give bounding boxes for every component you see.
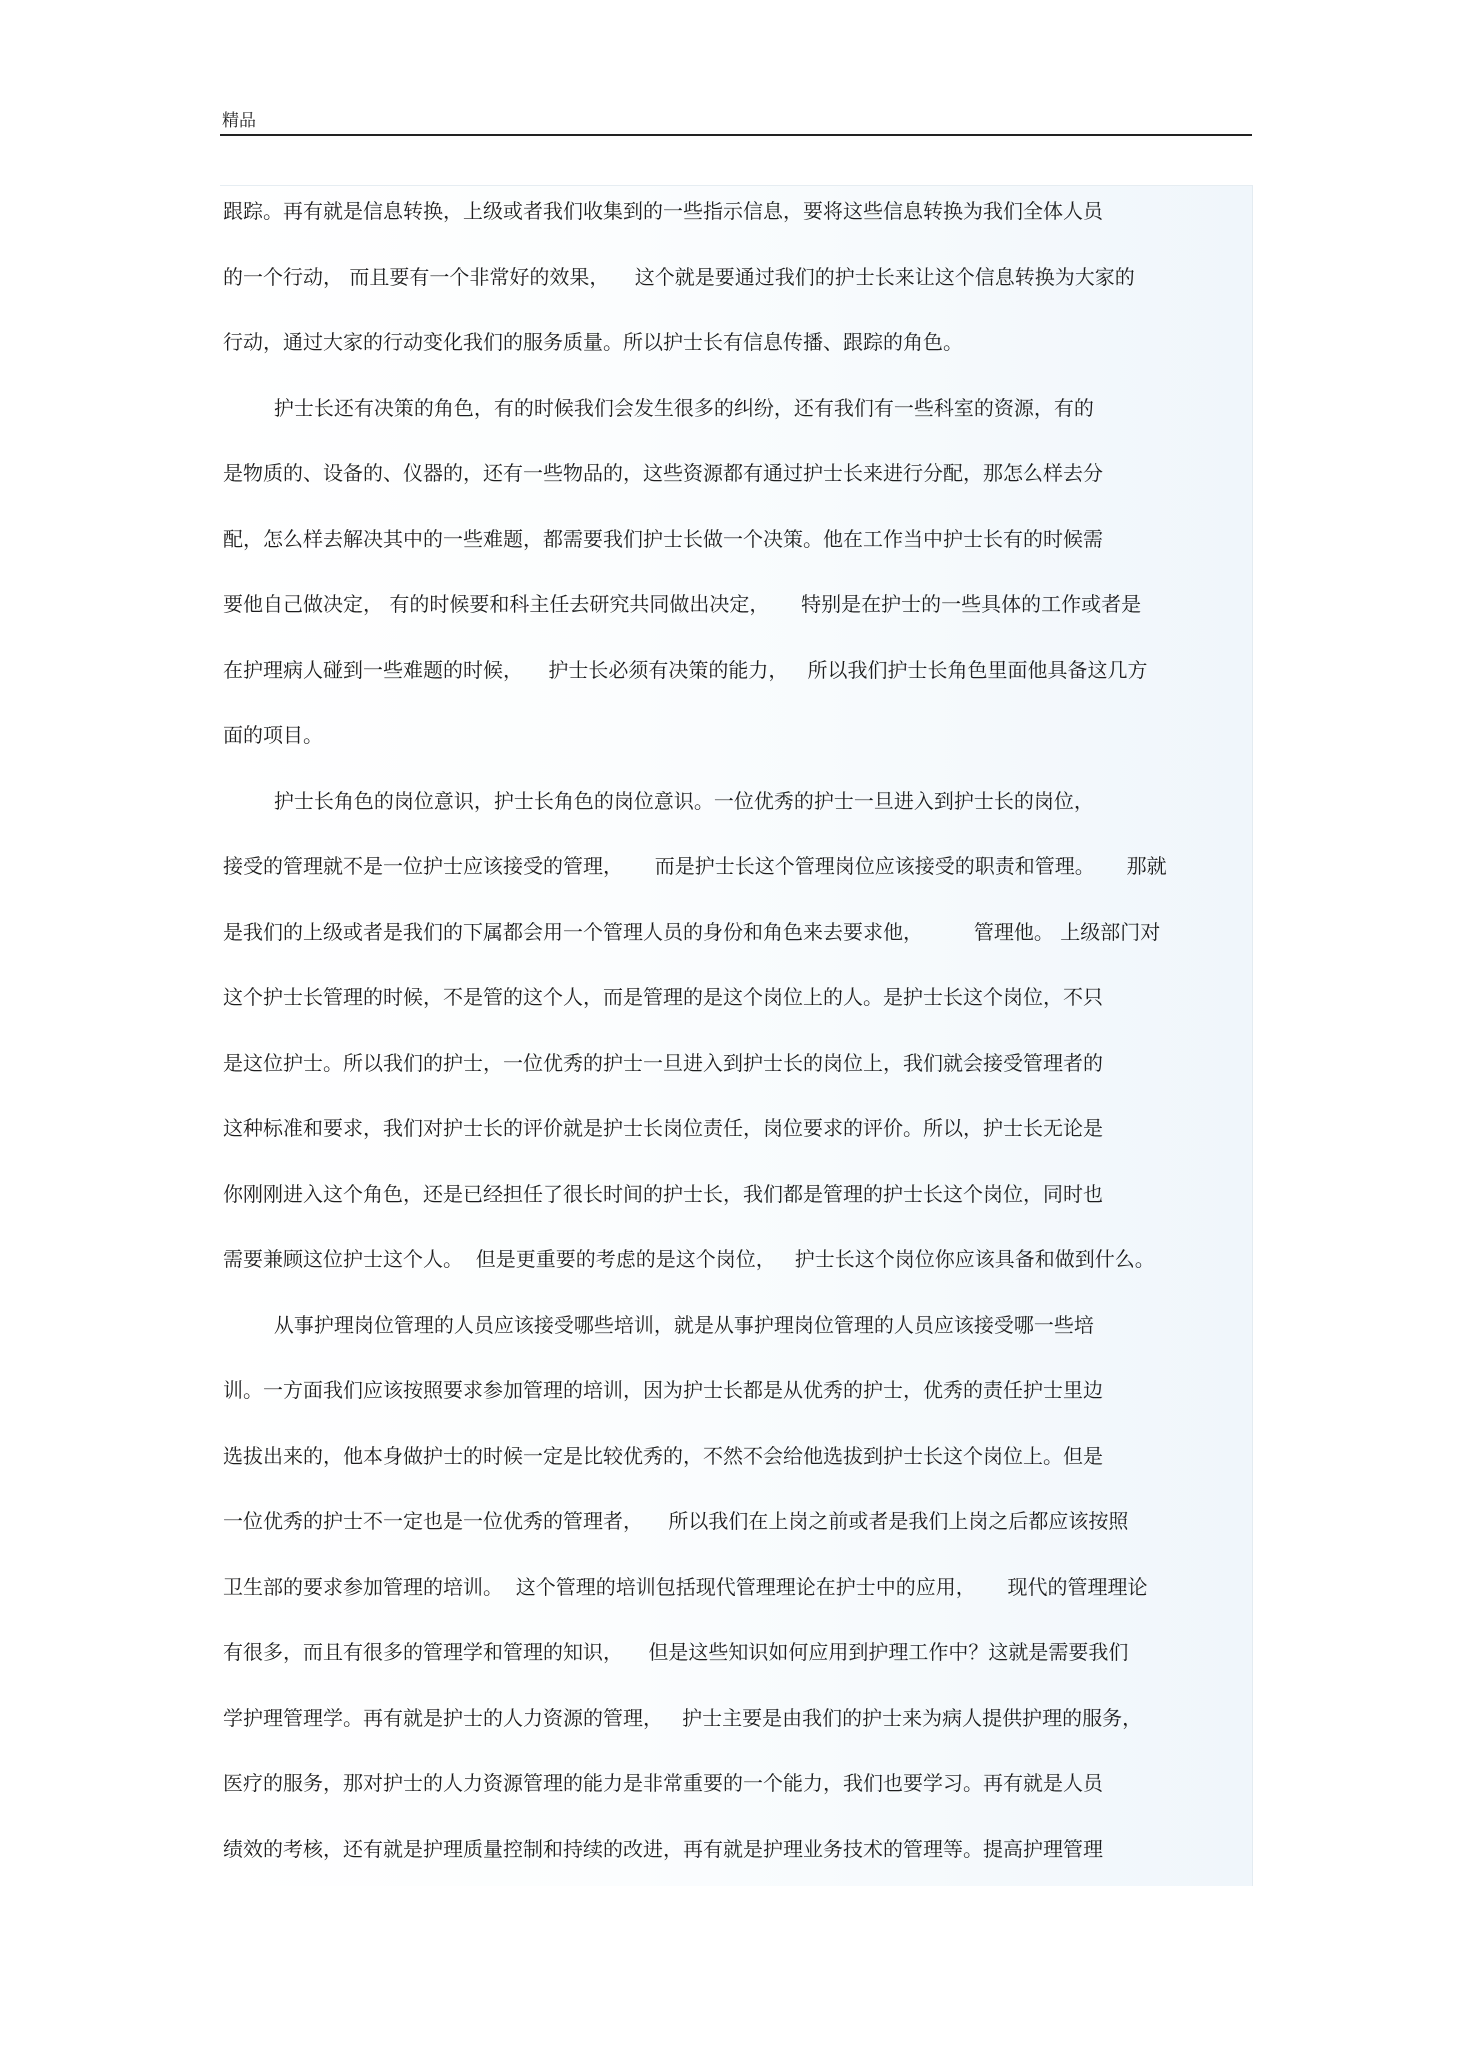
body-line: 需要兼顾这位护士这个人。 但是更重要的考虑的是这个岗位， 护士长这个岗位你应该具备和做到什么。 (223, 1247, 1155, 1271)
body-line: 跟踪。再有就是信息转换，上级或者我们收集到的一些指示信息，要将这些信息转换为我们全体人员 (223, 199, 1103, 223)
body-line: 的一个行动， 而且要有一个非常好的效果， 这个就是要通过我们的护士长来让这个信息转换为大家的 (223, 265, 1135, 289)
body-line: 这种标准和要求，我们对护士长的评价就是护士长岗位责任，岗位要求的评价。所以，护士长无论是 (223, 1116, 1103, 1140)
body-line: 要他自己做决定， 有的时候要和科主任去研究共同做出决定， 特别是在护士的一些具体的工作或者是 (223, 592, 1142, 616)
body-line: 这个护士长管理的时候，不是管的这个人，而是管理的是这个岗位上的人。是护士长这个岗位，不只 (223, 985, 1103, 1009)
body-line: 训。一方面我们应该按照要求参加管理的培训，因为护士长都是从优秀的护士，优秀的责任护士里边 (223, 1378, 1103, 1402)
body-line: 护士长还有决策的角色，有的时候我们会发生很多的纠纷，还有我们有一些科室的资源，有的 (223, 396, 1094, 420)
body-line: 面的项目。 (223, 723, 323, 747)
body-line: 接受的管理就不是一位护士应该接受的管理， 而是护士长这个管理岗位应该接受的职责和管理。 那就 (223, 854, 1167, 878)
body-line: 有很多，而且有很多的管理学和管理的知识， 但是这些知识如何应用到护理工作中？这就是需要我们 (223, 1640, 1129, 1664)
body-line: 你刚刚进入这个角色，还是已经担任了很长时间的护士长，我们都是管理的护士长这个岗位，同时也 (223, 1182, 1103, 1206)
body-line: 卫生部的要求参加管理的培训。 这个管理的培训包括现代管理理论在护士中的应用， 现代的管理理论 (223, 1575, 1148, 1599)
text-frame (220, 185, 1253, 1886)
header-divider (220, 134, 1252, 136)
body-line: 是这位护士。所以我们的护士，一位优秀的护士一旦进入到护士长的岗位上，我们就会接受管理者的 (223, 1051, 1103, 1075)
body-line: 是我们的上级或者是我们的下属都会用一个管理人员的身份和角色来去要求他， 管理他。 上级部门对 (223, 920, 1161, 944)
body-line: 绩效的考核，还有就是护理质量控制和持续的改进，再有就是护理业务技术的管理等。提高护理管理 (223, 1837, 1103, 1861)
body-line: 选拔出来的，他本身做护士的时候一定是比较优秀的，不然不会给他选拔到护士长这个岗位上。但是 (223, 1444, 1103, 1468)
body-line: 是物质的、设备的、仪器的，还有一些物品的，这些资源都有通过护士长来进行分配，那怎么样去分 (223, 461, 1103, 485)
body-line: 一位优秀的护士不一定也是一位优秀的管理者， 所以我们在上岗之前或者是我们上岗之后都应该按照 (223, 1509, 1129, 1533)
body-line: 护士长角色的岗位意识，护士长角色的岗位意识。一位优秀的护士一旦进入到护士长的岗位， (223, 789, 1094, 813)
body-line: 配，怎么样去解决其中的一些难题，都需要我们护士长做一个决策。他在工作当中护士长有的时候需 (223, 527, 1103, 551)
body-line: 行动，通过大家的行动变化我们的服务质量。所以护士长有信息传播、跟踪的角色。 (223, 330, 963, 354)
body-line: 医疗的服务，那对护士的人力资源管理的能力是非常重要的一个能力，我们也要学习。再有就是人员 (223, 1771, 1103, 1795)
body-line: 从事护理岗位管理的人员应该接受哪些培训，就是从事护理岗位管理的人员应该接受哪一些培 (223, 1313, 1094, 1337)
page-header-label: 精品 (222, 111, 256, 131)
body-line: 学护理管理学。再有就是护士的人力资源的管理， 护士主要是由我们的护士来为病人提供护理的服务， (223, 1706, 1143, 1730)
body-line: 在护理病人碰到一些难题的时候， 护士长必须有决策的能力， 所以我们护士长角色里面他具备这几方 (223, 658, 1148, 682)
